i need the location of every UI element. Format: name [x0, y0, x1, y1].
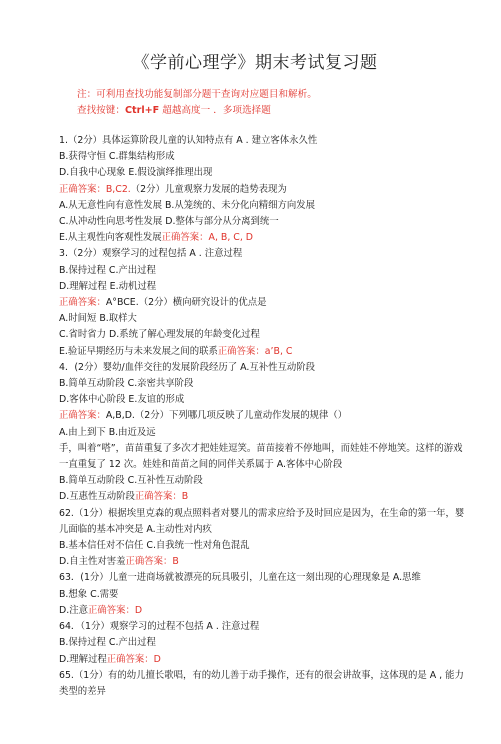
- answer-text: 正确答案：B: [134, 491, 189, 503]
- text-line: [59, 668, 471, 700]
- note-line-1: 注：可利用查找功能复制部分题干查询对应题目和解析。: [77, 89, 317, 100]
- text-line: [59, 246, 471, 262]
- note-line-2: [77, 103, 471, 119]
- answer-text: 正确答案：: [59, 410, 106, 422]
- text-line: [59, 165, 471, 181]
- text-line: [59, 214, 471, 230]
- text-line: [59, 327, 471, 343]
- text-line: [59, 182, 471, 198]
- line-text: 3.（2分）观察学习的过程包括 A . 注意过程: [59, 248, 243, 260]
- line-text: D.理解过程 E.动机过程: [59, 280, 157, 292]
- answer-text: 正确答案：: [59, 297, 106, 309]
- line-text: E.从主观性向客观性发展: [59, 232, 162, 244]
- note-prefix: 查找按键：: [77, 105, 125, 116]
- text-line: [59, 652, 471, 668]
- line-text: A°BCE.（2分）横向研究设计的优点是: [105, 297, 267, 309]
- text-line: [59, 538, 471, 554]
- line-text: C.从冲动性向思考性发展 D.整体与部分从分离到统一: [59, 216, 279, 228]
- text-line: [59, 295, 471, 311]
- text-line: [59, 344, 471, 360]
- line-text: B.简单互动阶段 C.亲密共享阶段: [59, 378, 194, 390]
- line-text: B.保持过程 C.产出过程: [59, 637, 156, 649]
- text-line: [59, 554, 471, 570]
- line-text: D.自主性对害羞: [59, 556, 126, 568]
- line-text: 63．(1分）儿童一进商场就被漂亮的玩具吸引，儿童在这一刻出现的心理现象是 A.思维: [59, 572, 421, 584]
- text-line: [59, 263, 471, 279]
- line-text: A,B,D.（2分）下列哪几项反映了儿童动作发展的规律（）: [105, 410, 348, 422]
- line-text: 1.（2分）具体运算阶段儿童的认知特点有 A . 建立客体永久性: [59, 135, 318, 146]
- text-line: [59, 392, 471, 408]
- text-line: [59, 376, 471, 392]
- text-line: [59, 570, 471, 586]
- line-text: D.理解过程: [59, 653, 107, 665]
- line-text: 65.（1分）有的幼儿擅长歌唱，有的幼儿善于动手操作，还有的很会讲故事，这体现的是 A , 能力类型的差异: [59, 669, 464, 697]
- answer-text: 正确答案：B,C2.: [59, 183, 131, 195]
- line-text: 62.（1分）根据埃里克森的观点照料者对婴儿的需求应给予及时回应是因为，在生命的第一年，婴儿面临的基本冲突是 A.主动性对内疚: [59, 507, 465, 535]
- line-text: D.互惠性互动阶段: [59, 491, 135, 503]
- text-line: [59, 149, 471, 165]
- line-text: D.客体中心阶段 E.友谊的形成: [59, 394, 185, 406]
- answer-text: 正确答案：A, B, C, D: [161, 232, 254, 244]
- line-text: B.简单互动阶段 C.互补性互动阶段: [59, 475, 203, 487]
- note-suffix: 超越高度一 ．多项选择题: [159, 105, 271, 116]
- text-line: [59, 360, 471, 376]
- line-text: A.时间短 B.取样大: [59, 313, 137, 325]
- line-text: （2分）儿童观察力发展的趋势表现为: [130, 183, 287, 195]
- line-text: D.注意: [59, 604, 88, 616]
- line-text: A.从无意性向有意性发展 B.从笼统的、未分化向精细方向发展: [59, 199, 315, 211]
- line-text: B.获得守恒 C.群集结构形成: [59, 151, 175, 163]
- text-line: [59, 198, 471, 214]
- line-text: B.保持过程 C.产出过程: [59, 264, 156, 276]
- line-text: 64．（1分）观察学习的过程不包括 A . 注意过程: [59, 621, 260, 633]
- line-text: C.省时省力 D.系统了解心理发展的年龄变化过程: [59, 329, 260, 341]
- text-line: [59, 619, 471, 635]
- answer-text: 正确答案：a’B, C: [217, 345, 293, 357]
- text-line: [59, 473, 471, 489]
- text-line: [59, 230, 471, 246]
- text-line: [59, 441, 471, 473]
- line-text: 4．(2分）婴幼/血伴交往的发展阶段经历了 A.互补性互动阶段: [59, 361, 315, 373]
- line-text: A.由上到下 B.由近及远: [59, 426, 156, 438]
- line-text: E.验证早期经历与未来发展之间的联系: [59, 345, 218, 357]
- text-line: [59, 425, 471, 441]
- answer-text: 正确答案：D: [106, 653, 161, 665]
- text-line: [59, 635, 471, 651]
- text-line: [59, 587, 471, 603]
- question-list: [59, 133, 471, 700]
- document-title: 《学前心理学》期末考试复习题: [132, 53, 378, 73]
- text-line: [59, 506, 471, 538]
- line-text: B.想象 C.需要: [59, 588, 119, 600]
- answer-text: 正确答案：D: [87, 604, 143, 616]
- note-key: Ctrl+F: [124, 105, 160, 116]
- text-line: [59, 279, 471, 295]
- text-line: [59, 489, 471, 505]
- answer-text: 正确答案：B: [125, 556, 179, 568]
- text-line: [59, 311, 471, 327]
- text-line: [59, 408, 471, 424]
- line-text: B.基本信任对不信任 C.自我统一性对角色混乱: [59, 540, 250, 552]
- text-line: [59, 603, 471, 619]
- line-text: 手，叫着“嗒”，苗苗重复了多次才把娃娃逗笑。苗苗接着不停地叫，而娃娃不停地笑。这样的游戏一直重复了 12 次。娃娃和苗苗之间的同伴关系属于 A.客体中心阶段: [59, 442, 463, 471]
- line-text: D.自我中心现象 E.假设演绎推理出现: [59, 167, 213, 179]
- text-line: [59, 133, 471, 149]
